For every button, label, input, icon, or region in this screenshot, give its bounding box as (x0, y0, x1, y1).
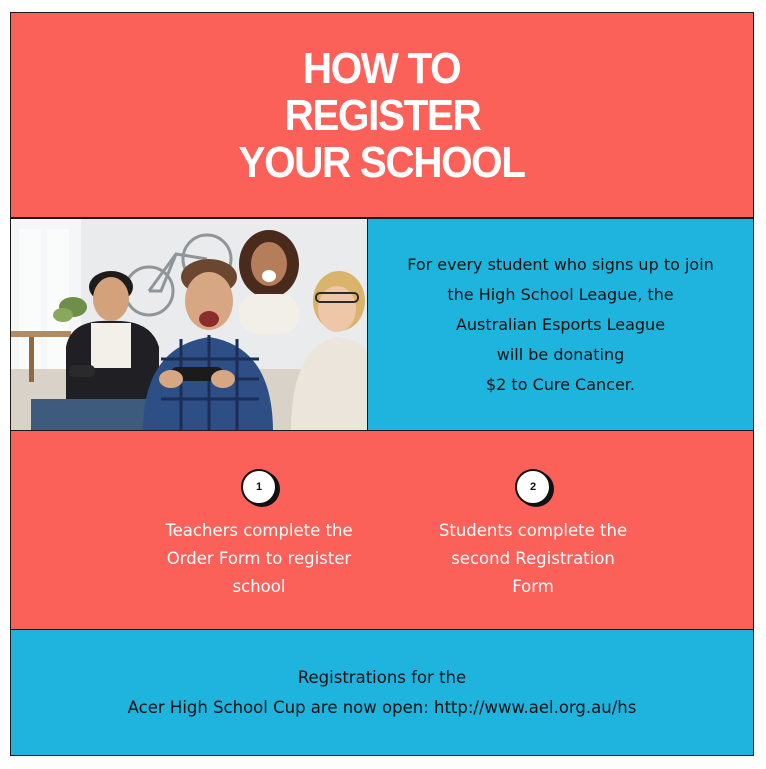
gamers-illustration (11, 219, 368, 431)
step-line: Students complete the (438, 521, 628, 540)
title-line-2: REGISTER (284, 90, 480, 140)
step-line: second Registration (451, 549, 615, 568)
footer-panel (10, 629, 754, 756)
gamers-photo (10, 218, 368, 431)
infographic (10, 12, 754, 756)
step-description (139, 517, 379, 601)
info-panel (367, 218, 754, 431)
step-number-badge: 1 (241, 469, 277, 505)
step-line: Order Form to register (166, 549, 352, 568)
info-line: $2 to Cure Cancer. (485, 374, 635, 394)
step-number-badge: 2 (515, 469, 551, 505)
info-line: the High School League, the (447, 284, 674, 304)
step-line: Teachers complete the (165, 521, 353, 540)
info-line: will be donating (496, 344, 625, 364)
registration-url-text[interactable]: Acer High School Cup are now open: http://www.ael.org.au/hs (127, 697, 637, 717)
steps-panel (10, 430, 754, 630)
step-line: Form (512, 577, 554, 596)
title-line-1: HOW TO (303, 43, 461, 93)
info-line: For every student who signs up to join (407, 254, 714, 274)
footer-line: Registrations for the (297, 667, 467, 687)
header-panel (10, 12, 754, 218)
step-description (413, 517, 653, 601)
step-line: school (232, 577, 286, 596)
info-line: Australian Esports League (455, 314, 666, 334)
title-line-3: YOUR SCHOOL (238, 137, 526, 187)
